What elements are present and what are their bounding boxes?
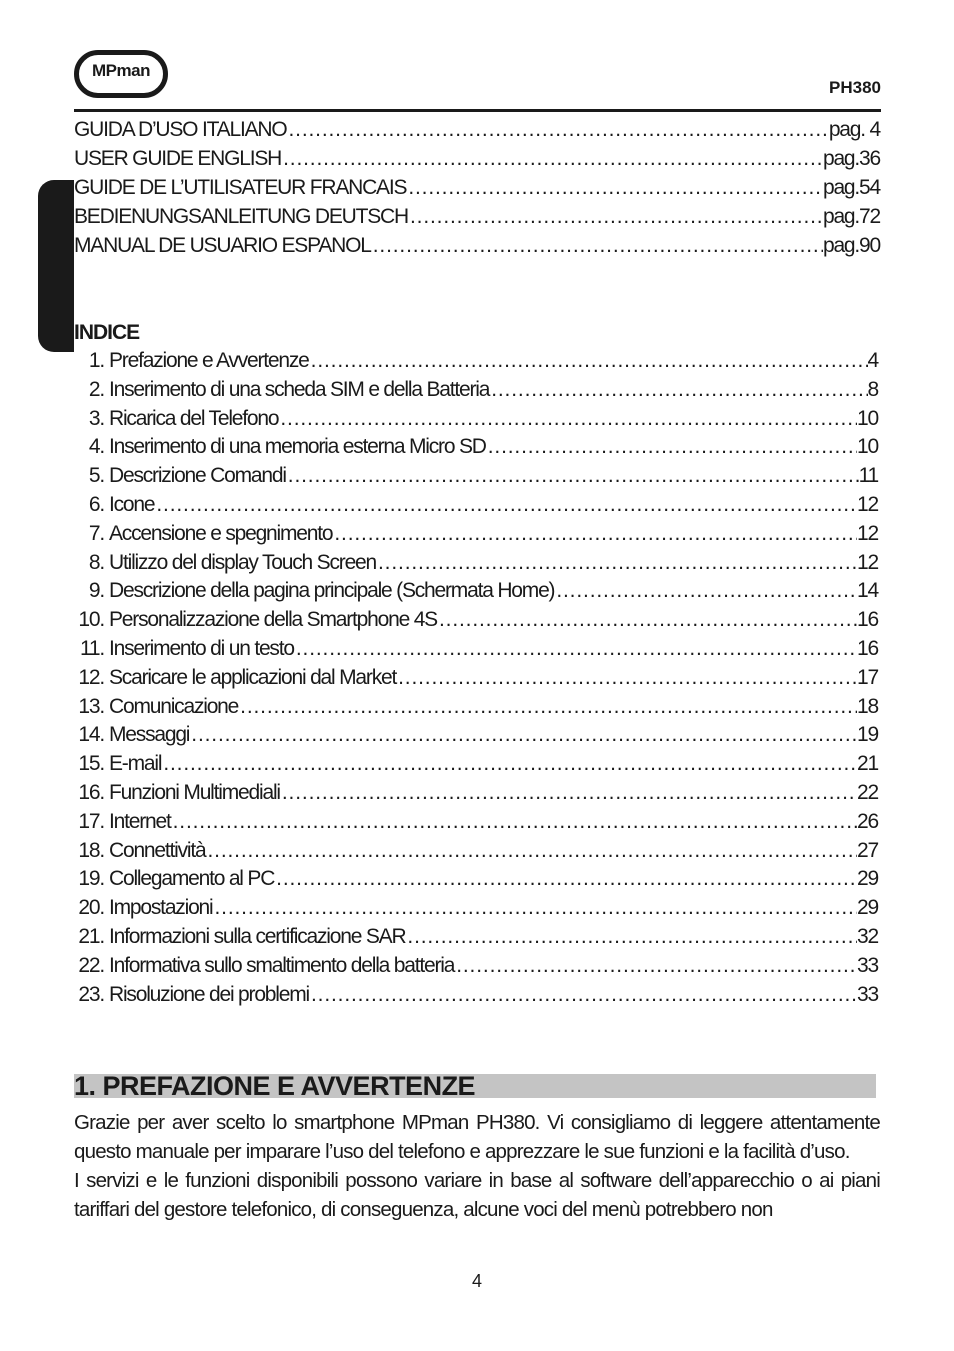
toc-entry-number: 2.	[88, 377, 104, 401]
dot-leader	[213, 896, 858, 920]
page-number: 4	[471, 1271, 482, 1291]
toc-entry[interactable]	[74, 608, 878, 637]
toc-entry-page: 12	[857, 492, 878, 516]
toc-entry-page: 21	[857, 752, 878, 776]
toc-entry-title: Ricarica del Telefono	[109, 406, 279, 430]
toc-entry-title: Inserimento di una memoria esterna Micro SD	[109, 435, 486, 459]
toc-entry-title: Inserimento di un testo	[109, 636, 294, 660]
dot-leader	[408, 205, 823, 229]
dot-leader	[486, 435, 857, 459]
toc-entry-title: Collegamento al PC	[109, 867, 275, 891]
dot-leader	[206, 839, 858, 863]
toc-entry-number: 5.	[88, 464, 104, 488]
toc-entry-title: Impostazioni	[109, 896, 213, 920]
toc-entry[interactable]	[74, 666, 878, 695]
language-guide-row[interactable]	[74, 147, 880, 176]
dot-leader	[437, 608, 857, 632]
toc-entry-number: 20.	[78, 896, 104, 920]
toc-entry-title: Icone	[109, 492, 155, 516]
toc-entry-page: 32	[857, 924, 878, 948]
dot-leader	[376, 551, 857, 575]
toc-entry-number: 12.	[78, 665, 104, 689]
index-heading: INDICE	[74, 321, 140, 344]
toc-entry[interactable]	[74, 983, 878, 1012]
dot-leader	[309, 983, 857, 1007]
dot-leader	[396, 666, 857, 690]
toc-entry-title: Descrizione Comandi	[109, 464, 286, 488]
toc-entry[interactable]	[74, 810, 878, 839]
language-guide-page: pag. 4	[828, 118, 880, 141]
toc-entry[interactable]	[74, 723, 878, 752]
toc-entry-page: 26	[857, 809, 878, 833]
toc-entry-number: 8.	[88, 550, 104, 574]
toc-entry-page: 18	[857, 694, 878, 718]
dot-leader	[238, 695, 857, 719]
model-number: PH380	[829, 78, 881, 97]
toc-entry-title: Personalizzazione della Smartphone 4S	[109, 608, 437, 632]
toc-entry-number: 6.	[88, 492, 104, 516]
toc-entry-number: 4.	[88, 435, 104, 459]
toc-entry-title: Inserimento di una scheda SIM e della Batteria	[109, 377, 490, 401]
body-paragraph: I servizi e le funzioni disponibili possono variare in base al software dell’apparecchio o ai piani tariffari del gestore telefonico, di conseguenza, alcune voci del menù potrebbero non	[74, 1169, 880, 1221]
toc-entry-page: 14	[857, 579, 878, 603]
toc-entry[interactable]	[74, 867, 878, 896]
toc-entry-title: Scaricare le applicazioni dal Market	[109, 665, 397, 689]
table-of-contents	[74, 349, 878, 1011]
toc-entry-page: 16	[857, 636, 878, 660]
dot-leader	[309, 349, 868, 373]
toc-entry-number: 18.	[78, 838, 104, 862]
toc-entry-page: 10	[857, 406, 878, 430]
toc-entry[interactable]	[74, 349, 878, 378]
toc-entry[interactable]	[74, 493, 878, 522]
toc-entry-page: 10	[857, 435, 878, 459]
dot-leader	[371, 234, 823, 258]
toc-entry-number: 21.	[78, 924, 104, 948]
toc-entry-page: 27	[857, 838, 878, 862]
toc-entry[interactable]	[74, 896, 878, 925]
dot-leader	[332, 522, 857, 546]
toc-entry-page: 29	[857, 867, 878, 891]
header-divider	[74, 109, 881, 112]
section-body	[74, 1108, 880, 1224]
language-guide-row[interactable]	[74, 234, 880, 263]
toc-entry[interactable]	[74, 579, 878, 608]
toc-entry-title: Informativa sullo smaltimento della batteria	[109, 953, 455, 977]
dot-leader	[171, 810, 857, 834]
logo-text: MPman	[92, 61, 150, 80]
language-guide-list	[74, 118, 880, 263]
toc-entry-number: 19.	[78, 867, 104, 891]
toc-entry[interactable]	[74, 925, 878, 954]
toc-entry-number: 16.	[78, 780, 104, 804]
body-paragraph: Grazie per aver scelto lo smartphone MPman PH380. Vi consigliamo di leggere attentamente questo manuale per imparare l’uso del telefono e apprezzare le sue funzioni e la facilità d’uso.	[74, 1111, 880, 1163]
toc-entry[interactable]	[74, 407, 878, 436]
language-guide-row[interactable]	[74, 118, 880, 147]
toc-entry-title: Risoluzione dei problemi	[109, 982, 309, 1006]
toc-entry-number: 11.	[79, 636, 104, 660]
toc-entry[interactable]	[74, 954, 878, 983]
toc-entry-page: 33	[857, 953, 878, 977]
toc-entry[interactable]	[74, 551, 878, 580]
toc-entry-title: Prefazione e Avvertenze	[109, 349, 309, 372]
toc-entry-title: Informazioni sulla certificazione SAR	[109, 924, 406, 948]
toc-entry-title: Comunicazione	[109, 694, 239, 718]
toc-entry-page: 4	[867, 349, 878, 372]
toc-entry[interactable]	[74, 522, 878, 551]
toc-entry-page: 12	[857, 550, 878, 574]
toc-entry-title: Messaggi	[109, 723, 190, 747]
toc-entry-page: 8	[867, 377, 878, 401]
dot-leader	[294, 637, 857, 661]
toc-entry-number: 7.	[88, 521, 104, 545]
toc-entry-number: 17.	[78, 809, 104, 833]
dot-leader	[280, 781, 857, 805]
dot-leader	[554, 579, 857, 603]
dot-leader	[154, 493, 857, 517]
language-guide-label: BEDIENUNGSANLEITUNG DEUTSCH	[74, 205, 408, 228]
language-guide-page: pag.36	[822, 147, 880, 170]
dot-leader	[405, 925, 857, 949]
toc-entry-page: 12	[857, 521, 878, 545]
language-side-tab	[38, 180, 74, 352]
toc-entry-number: 1.	[88, 349, 104, 372]
toc-entry-page: 22	[857, 780, 878, 804]
language-guide-row[interactable]	[74, 205, 880, 234]
toc-entry-number: 9.	[88, 579, 104, 603]
toc-entry[interactable]	[74, 637, 878, 666]
language-guide-label: GUIDE DE L’UTILISATEUR FRANCAIS	[74, 176, 407, 199]
toc-entry[interactable]	[74, 781, 878, 810]
toc-entry-title: Funzioni Multimediali	[109, 780, 280, 804]
toc-entry-title: Descrizione della pagina principale (Schermata Home)	[109, 579, 555, 603]
toc-entry-number: 13.	[78, 694, 104, 718]
toc-entry[interactable]	[74, 435, 878, 464]
toc-entry-title: E-mail	[109, 752, 162, 776]
language-guide-page: pag.90	[822, 234, 880, 257]
dot-leader	[274, 867, 857, 891]
mpman-logo	[74, 50, 168, 98]
toc-entry-number: 15.	[78, 752, 104, 776]
toc-entry-number: 3.	[88, 406, 104, 430]
toc-entry-number: 22.	[78, 953, 104, 977]
dot-leader	[287, 118, 829, 142]
dot-leader	[189, 723, 857, 747]
language-guide-row[interactable]	[74, 176, 880, 205]
toc-entry-title: Accensione e spegnimento	[109, 521, 333, 545]
toc-entry-page: 29	[857, 896, 878, 920]
dot-leader	[454, 954, 857, 978]
toc-entry[interactable]	[74, 464, 878, 493]
language-guide-label: USER GUIDE ENGLISH	[74, 147, 282, 170]
language-guide-label: GUIDA D’USO ITALIANO	[74, 118, 287, 141]
toc-entry-title: Utilizzo del display Touch Screen	[109, 550, 377, 574]
toc-entry-page: 33	[857, 982, 878, 1006]
toc-entry-number: 10.	[78, 608, 104, 632]
dot-leader	[161, 752, 857, 776]
dot-leader	[286, 464, 859, 488]
dot-leader	[278, 407, 857, 431]
toc-entry-number: 14.	[78, 723, 104, 747]
toc-entry[interactable]	[74, 752, 878, 781]
toc-entry-title: Internet	[109, 809, 171, 833]
toc-entry-page: 17	[857, 665, 878, 689]
toc-entry[interactable]	[74, 839, 878, 868]
section-title: 1. PREFAZIONE E AVVERTENZE	[74, 1071, 476, 1101]
dot-leader	[489, 378, 867, 402]
language-guide-page: pag.54	[822, 176, 880, 199]
toc-entry-number: 23.	[78, 982, 104, 1006]
dot-leader	[406, 176, 823, 200]
toc-entry[interactable]	[74, 378, 878, 407]
language-guide-page: pag.72	[822, 205, 880, 228]
toc-entry-title: Connettività	[109, 838, 206, 862]
language-guide-label: MANUAL DE USUARIO ESPANOL	[74, 234, 371, 257]
toc-entry-page: 11	[858, 464, 878, 488]
dot-leader	[281, 147, 823, 171]
toc-entry-page: 19	[857, 723, 878, 747]
toc-entry-page: 16	[857, 608, 878, 632]
toc-entry[interactable]	[74, 695, 878, 724]
